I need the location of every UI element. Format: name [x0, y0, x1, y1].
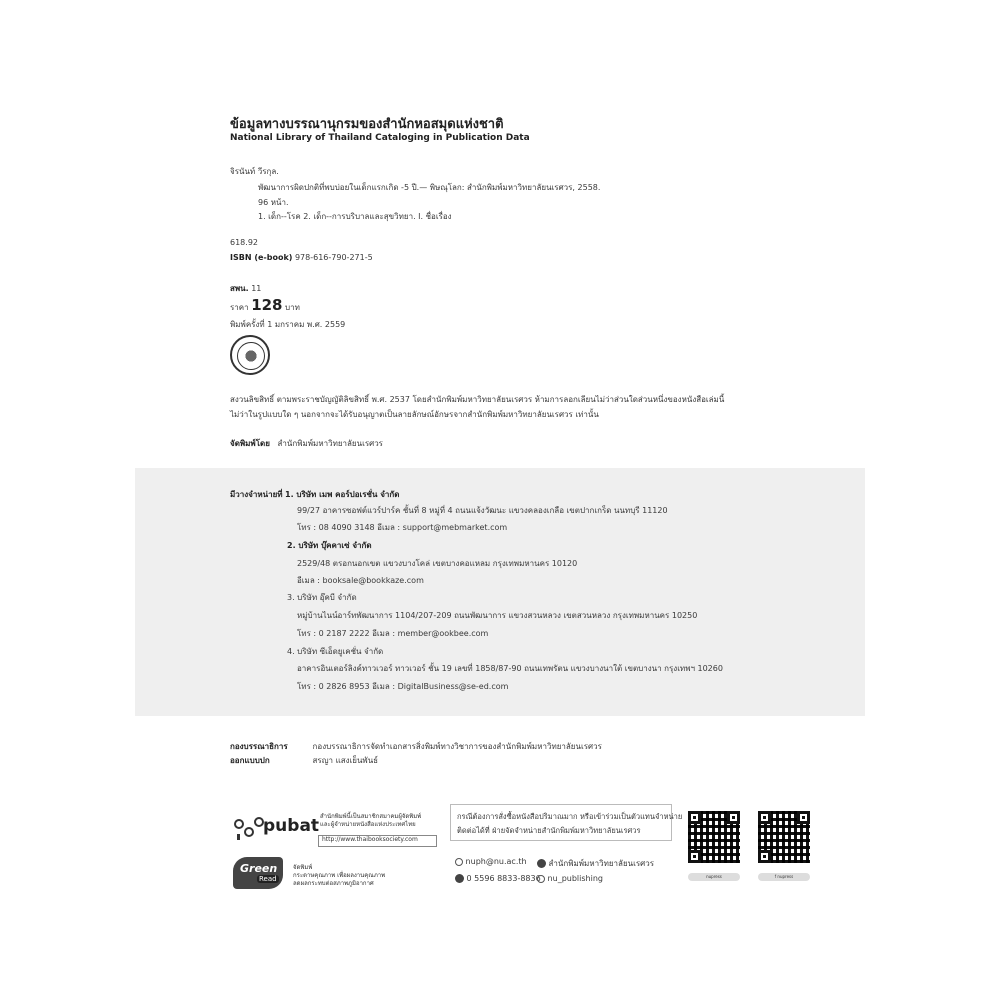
price-label: ราคา [230, 303, 249, 312]
green-desc-1: จัดพิมพ์ [293, 864, 313, 871]
seal-icon [230, 335, 270, 375]
distributor-4-address: อาคารอินเตอร์ลิงค์ทาวเวอร์ ทาวเวอร์ ชั้น 19 เลขที่ 1858/87-90 ถนนเทพรัตน แขวงบางนาใต้ เขตบางนา กรุงเทพฯ 10260 [297, 664, 723, 673]
price-value: 128 [251, 296, 283, 314]
distributor-4-name: 4. บริษัท ซีเอ็ดยูเคชั่น จำกัด [287, 647, 384, 656]
catalog-line3: 1. เด็ก--โรค 2. เด็ก--การบริบาลและสุขวิทยา. I. ชื่อเรื่อง [258, 212, 452, 221]
isbn-label: ISBN (e-book) [230, 253, 293, 262]
print-line [230, 318, 345, 331]
cover-label: ออกแบบปก [230, 756, 270, 765]
pubat-desc-2: และผู้จำหน่ายหนังสือแห่งประเทศไทย [320, 821, 416, 828]
editor-label: กองบรรณาธิการ [230, 742, 288, 751]
distributor-1-contact: โทร : 08 4090 3148 อีเมล : support@mebmarket.com [297, 523, 508, 532]
pubat-logo [233, 812, 320, 842]
pubat-url[interactable]: http://www.thaibooksociety.com [322, 836, 418, 843]
distributor-1-address: 99/27 อาคารซอฟต์แวร์ปาร์ค ชั้นที่ 8 หมู่ที่ 4 ถนนแจ้งวัฒนะ แขวงคลองเกลือ เขตปากเกร็ด นนทบุรี 11120 [297, 506, 668, 515]
isbn-line [230, 253, 373, 262]
mail-icon [455, 858, 463, 866]
editor-line [230, 740, 602, 753]
phone-icon [455, 874, 464, 883]
distributor-3-contact: โทร : 0 2187 2222 อีเมล : member@ookbee.com [297, 629, 489, 638]
distributor-2-address: 2529/48 ตรอกนอกเขต แขวงบางโคล่ เขตบางคอแหลม กรุงเทพมหานคร 10120 [297, 559, 578, 568]
distributors-label: มีวางจำหน่ายที่ [230, 490, 283, 499]
copyright-line2: ไม่ว่าในรูปแบบใด ๆ นอกจากจะได้รับอนุญาตเป็นลายลักษณ์อักษรจากสำนักพิมพ์มหาวิทยาลัยนเรศวร เท่านั้น [230, 410, 599, 419]
notice-line2: ติดต่อได้ที่ ฝ่ายจัดจำหน่ายสำนักพิมพ์มหาวิทยาลัยนเรศวร [457, 826, 641, 835]
pubat-desc [320, 813, 421, 829]
green-read-logo [233, 857, 283, 889]
qr-code-icon[interactable] [758, 811, 810, 863]
email-contact[interactable] [455, 857, 527, 866]
page-title-th: ข้อมูลทางบรรณานุกรมของสำนักหอสมุดแห่งชาติ [230, 117, 504, 132]
price-line [230, 296, 300, 314]
catalog-author: จิรนันท์ วีรกุล. [230, 167, 279, 176]
publisher-line [230, 437, 383, 450]
green-desc-3: ลดผลกระทบต่อสภาพภูมิอากาศ [293, 880, 374, 887]
twitter-value: nu_publishing [547, 874, 603, 883]
notice-line1: กรณีต้องการสั่งซื้อหนังสือปริมาณมาก หรือเข้าร่วมเป็นตัวแทนจำหน่าย [457, 812, 683, 821]
publisher-name: สำนักพิมพ์มหาวิทยาลัยนเรศวร [277, 439, 383, 448]
code-line [230, 282, 261, 295]
twitter-icon [537, 875, 545, 883]
distributor-4-contact: โทร : 0 2826 8953 อีเมล : DigitalBusiness@se-ed.com [297, 682, 509, 691]
pubat-dots-icon [233, 812, 265, 842]
phone-value: 0 5596 8833-8836 [466, 874, 541, 883]
qr-code-icon[interactable] [688, 811, 740, 863]
code-value: 11 [251, 284, 262, 293]
facebook-contact[interactable] [537, 857, 654, 870]
catalog-line1: พัฒนาการผิดปกติที่พบบ่อยในเด็กแรกเกิด -5 ปี.— พิษณุโลก: สำนักพิมพ์มหาวิทยาลัยนเรศวร, 2558. [258, 183, 601, 192]
publisher-label: จัดพิมพ์โดย [230, 439, 270, 448]
print-date: มกราคม พ.ศ. 2559 [274, 320, 346, 329]
print-label: พิมพ์ครั้งที่ 1 [230, 320, 273, 329]
twitter-contact[interactable] [537, 874, 603, 883]
distributor-2-contact: อีเมล : booksale@bookkaze.com [297, 576, 424, 585]
phone-contact[interactable] [455, 874, 541, 883]
page-title-en: National Library of Thailand Cataloging in Publication Data [230, 133, 530, 143]
green-desc-2: กระดาษคุณภาพ เพื่อผลงานคุณภาพ [293, 872, 386, 879]
distributor-3-address: หมู่บ้านไนน์อาร์ทพัฒนาการ 1104/207-209 ถนนพัฒนาการ แขวงสวนหลวง เขตสวนหลวง กรุงเทพมหานคร 10250 [297, 611, 698, 620]
read-logo-text: Read [259, 875, 277, 883]
pubat-desc-1: สำนักพิมพ์นี้เป็นสมาชิกสมาคมผู้จัดพิมพ์ [320, 813, 422, 820]
green-logo-text: Green [240, 862, 278, 875]
catalog-line2: 96 หน้า. [258, 198, 289, 207]
price-unit: บาท [285, 303, 300, 312]
email-value: nuph@nu.ac.th [465, 857, 527, 866]
code-label: สพน. [230, 284, 249, 293]
copyright-line1: สงวนลิขสิทธิ์ ตามพระราชบัญญัติลิขสิทธิ์ พ.ศ. 2537 โดยสำนักพิมพ์มหาวิทยาลัยนเรศวร ห้ามการลอกเลียนไม่ว่าส่วนใดส่วนหนึ่งของหนังสือเล่มนี้ [230, 395, 725, 404]
distributor-1-name: 1. บริษัท เมพ คอร์ปอเรชั่น จำกัด [285, 490, 400, 499]
distributor-3-name: 3. บริษัท อุ๊คบี จำกัด [287, 593, 357, 602]
editor-name: กองบรรณาธิการจัดทำเอกสารสิ่งพิมพ์ทางวิชาการของสำนักพิมพ์มหาวิทยาลัยนเรศวร [312, 742, 602, 751]
isbn-value: 978-616-790-271-5 [294, 253, 373, 262]
qr1-tag: nupress [688, 873, 740, 881]
cover-name: สรญา แสงเย็นพันธ์ [312, 756, 379, 765]
green-desc [293, 864, 385, 888]
facebook-value: สำนักพิมพ์มหาวิทยาลัยนเรศวร [548, 859, 654, 868]
qr2-tag: f nupress [758, 873, 810, 881]
pubat-logo-text: pubat [263, 816, 320, 836]
facebook-icon [537, 859, 546, 868]
class-number: 618.92 [230, 238, 258, 247]
cover-line [230, 754, 378, 767]
distributor-2-name: 2. บริษัท บุ๊คคาเซ่ จำกัด [287, 541, 372, 550]
